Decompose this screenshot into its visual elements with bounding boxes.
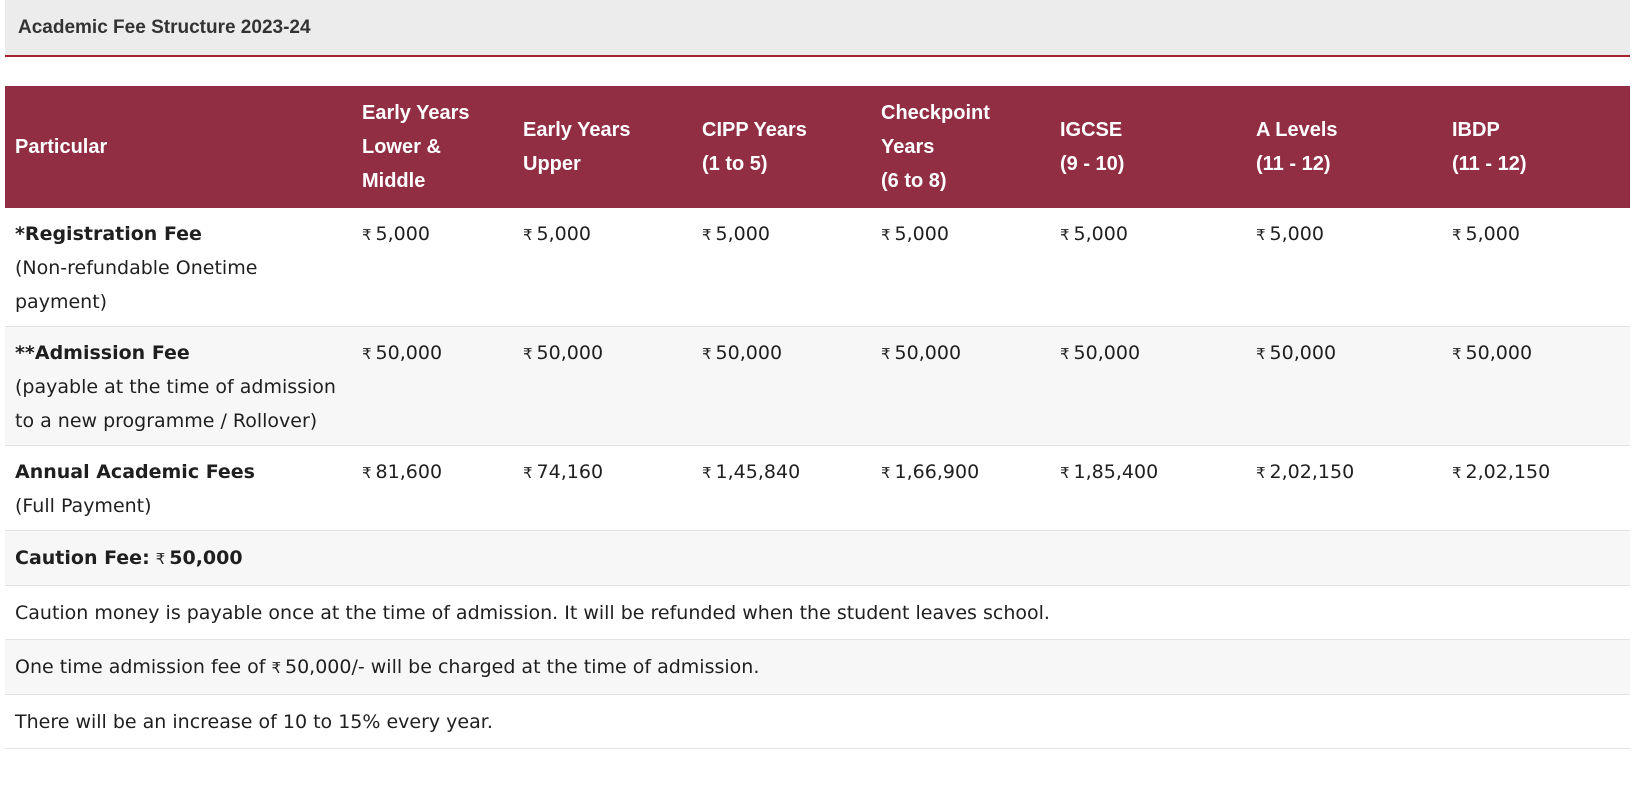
fee-cell: ₹ 50,000 bbox=[352, 327, 513, 446]
particular-cell bbox=[5, 208, 352, 327]
fee-cell: ₹ 50,000 bbox=[1050, 327, 1246, 446]
fee-cell: ₹ 5,000 bbox=[513, 208, 692, 327]
rupee-icon: ₹ bbox=[1256, 464, 1266, 482]
rupee-icon: ₹ bbox=[362, 345, 372, 363]
caution-note-row bbox=[5, 586, 1630, 640]
rupee-icon: ₹ bbox=[362, 226, 372, 244]
rupee-icon: ₹ bbox=[702, 345, 712, 363]
header-particular: Particular bbox=[5, 86, 352, 208]
rupee-icon: ₹ bbox=[1256, 226, 1266, 244]
fee-cell: ₹ 81,600 bbox=[352, 446, 513, 531]
row-title: **Admission Fee bbox=[15, 342, 190, 364]
fee-cell: ₹ 50,000 bbox=[871, 327, 1050, 446]
caution-fee-cell bbox=[5, 531, 1630, 586]
rupee-icon: ₹ bbox=[881, 226, 891, 244]
fee-cell: ₹ 5,000 bbox=[1442, 208, 1630, 327]
table-row-registration-fee bbox=[5, 208, 1630, 327]
admission-note-row bbox=[5, 640, 1630, 695]
rupee-icon: ₹ bbox=[155, 550, 166, 568]
table-row-admission-fee bbox=[5, 327, 1630, 446]
fee-table bbox=[5, 86, 1630, 749]
fee-cell: ₹ 50,000 bbox=[1442, 327, 1630, 446]
row-subtitle: (Full Payment) bbox=[15, 495, 152, 517]
header-a-levels: A Levels (11 - 12) bbox=[1246, 86, 1442, 208]
rupee-icon: ₹ bbox=[702, 226, 712, 244]
fee-cell: ₹ 5,000 bbox=[352, 208, 513, 327]
fee-cell: ₹ 5,000 bbox=[1050, 208, 1246, 327]
fee-cell: ₹ 50,000 bbox=[513, 327, 692, 446]
increase-note-row bbox=[5, 695, 1630, 749]
particular-cell bbox=[5, 446, 352, 531]
header-ibdp: IBDP (11 - 12) bbox=[1442, 86, 1630, 208]
table-header-row bbox=[5, 86, 1630, 208]
fee-structure-section bbox=[5, 0, 1630, 733]
rupee-icon: ₹ bbox=[1060, 464, 1070, 482]
fee-cell: ₹ 2,02,150 bbox=[1246, 446, 1442, 531]
rupee-icon: ₹ bbox=[1256, 345, 1266, 363]
rupee-icon: ₹ bbox=[1452, 345, 1462, 363]
rupee-icon: ₹ bbox=[523, 226, 533, 244]
fee-cell: ₹ 1,85,400 bbox=[1050, 446, 1246, 531]
header-checkpoint-years: Checkpoint Years (6 to 8) bbox=[871, 86, 1050, 208]
header-early-years-lower-middle: Early Years Lower & Middle bbox=[352, 86, 513, 208]
caution-note: Caution money is payable once at the time of admission. It will be refunded when the student leaves school. bbox=[5, 586, 1630, 640]
admission-note-prefix: One time admission fee of bbox=[15, 656, 266, 678]
row-title: Annual Academic Fees bbox=[15, 461, 255, 483]
rupee-icon: ₹ bbox=[1060, 345, 1070, 363]
caution-fee-value: 50,000 bbox=[169, 547, 243, 569]
section-header bbox=[5, 0, 1630, 57]
fee-cell: ₹ 5,000 bbox=[871, 208, 1050, 327]
fee-cell: ₹ 1,66,900 bbox=[871, 446, 1050, 531]
rupee-icon: ₹ bbox=[881, 464, 891, 482]
fee-cell: ₹ 5,000 bbox=[1246, 208, 1442, 327]
caution-fee-label: Caution Fee: bbox=[15, 547, 150, 569]
fee-cell: ₹ 1,45,840 bbox=[692, 446, 871, 531]
rupee-icon: ₹ bbox=[271, 659, 281, 677]
section-title: Academic Fee Structure 2023-24 bbox=[18, 16, 311, 38]
rupee-icon: ₹ bbox=[523, 464, 533, 482]
fee-cell: ₹ 2,02,150 bbox=[1442, 446, 1630, 531]
row-title: *Registration Fee bbox=[15, 223, 202, 245]
fee-cell: ₹ 5,000 bbox=[692, 208, 871, 327]
fee-cell: ₹ 50,000 bbox=[1246, 327, 1442, 446]
rupee-icon: ₹ bbox=[702, 464, 712, 482]
rupee-icon: ₹ bbox=[881, 345, 891, 363]
caution-fee-row bbox=[5, 531, 1630, 586]
particular-cell bbox=[5, 327, 352, 446]
row-subtitle: (payable at the time of admission to a new programme / Rollover) bbox=[15, 376, 336, 432]
header-igcse: IGCSE (9 - 10) bbox=[1050, 86, 1246, 208]
fee-cell: ₹ 74,160 bbox=[513, 446, 692, 531]
rupee-icon: ₹ bbox=[1060, 226, 1070, 244]
admission-note-cell bbox=[5, 640, 1630, 695]
rupee-icon: ₹ bbox=[1452, 226, 1462, 244]
rupee-icon: ₹ bbox=[362, 464, 372, 482]
rupee-icon: ₹ bbox=[523, 345, 533, 363]
header-cipp-years: CIPP Years (1 to 5) bbox=[692, 86, 871, 208]
increase-note: There will be an increase of 10 to 15% every year. bbox=[5, 695, 1630, 749]
header-early-years-upper: Early Years Upper bbox=[513, 86, 692, 208]
row-subtitle: (Non-refundable Onetime payment) bbox=[15, 257, 258, 313]
table-row-annual-academic-fees bbox=[5, 446, 1630, 531]
rupee-icon: ₹ bbox=[1452, 464, 1462, 482]
admission-note-suffix: 50,000/- will be charged at the time of admission. bbox=[284, 656, 760, 678]
fee-cell: ₹ 50,000 bbox=[692, 327, 871, 446]
